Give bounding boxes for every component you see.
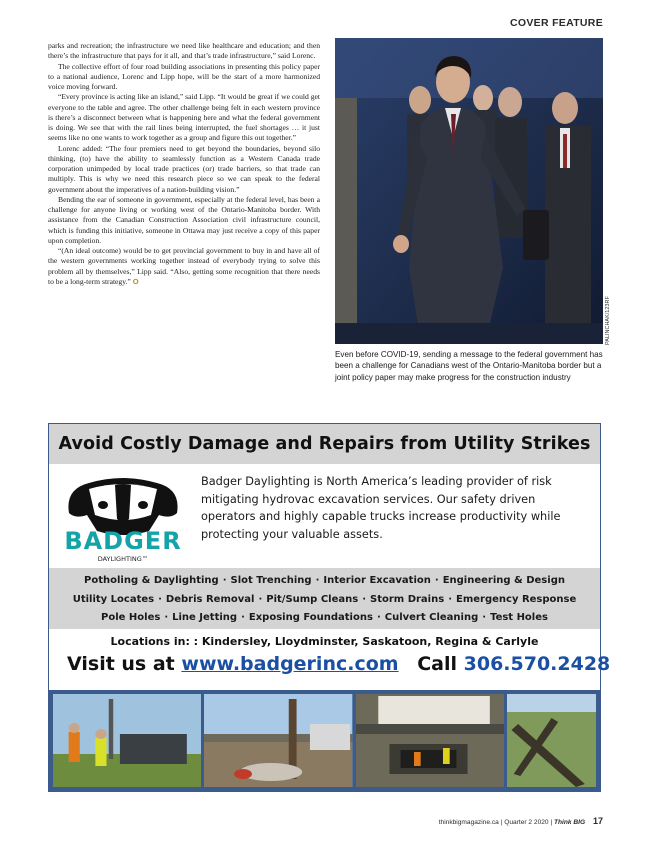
ad-headline: Avoid Costly Damage and Repairs from Utility Strikes: [49, 424, 600, 464]
footer-divider: |: [500, 819, 503, 826]
service-item: Slot Trenching: [230, 575, 312, 586]
service-separator: ·: [482, 612, 487, 623]
article-paragraph: Bending the ear of someone in government, especially at the federal level, has been a challenge for anyone living or working west of the Ontario-Manitoba border. With assistance from the Canadian Construction Association civil infrastructure council, which is funding this initiative, someone in Ottawa may just receive a copy of this paper upon completion.: [48, 194, 320, 245]
service-item: Pit/Sump Cleans: [266, 593, 359, 605]
badger-advertisement: [48, 423, 611, 792]
photo-credit: PALINCHAK/123RF: [605, 296, 611, 345]
call-prefix: Call: [417, 653, 457, 675]
ad-contact-line: [67, 653, 611, 675]
ad-locations: Locations in: : Kindersley, Lloydminster, Saskatoon, Regina & Carlyle: [110, 635, 539, 648]
service-separator: ·: [376, 612, 381, 623]
service-item: Utility Locates: [72, 593, 155, 605]
service-separator: ·: [258, 593, 263, 605]
service-item: Debris Removal: [165, 593, 255, 605]
website-link[interactable]: www.badgerinc.com: [181, 653, 399, 675]
ad-services-list: [49, 568, 600, 629]
ad-photo-excavation: [356, 694, 504, 787]
service-separator: ·: [222, 575, 227, 586]
service-item: Storm Drains: [370, 593, 445, 605]
services-line: [49, 609, 600, 628]
service-separator: ·: [315, 575, 320, 586]
pole-hole-photo: [204, 694, 352, 787]
cover-photo: [335, 38, 603, 344]
footer-issue: Quarter 2 2020: [504, 819, 549, 826]
ad-tagline: Badger Daylighting is North America’s leading provider of risk mitigating hydrovac excavation services. Our safety driven operators and highly capable trucks increase productivity while protecting your valuable assets.: [201, 475, 561, 541]
hydrovac-worker-photo: [53, 694, 201, 787]
badger-subtext: DAYLIGHTING™: [97, 555, 149, 563]
article-paragraph: Lorenc added: “The four premiers need to get beyond the boundaries, beyond silo thinking, (to) have the ability to seamlessly function as a Western Canada trade corporation unimpeded by local trade practices (or) trade barriers, so that trade can multiply. This is why we need this research piece so we can speak to the federal government about the imperatives of a nation-building vision.”: [48, 143, 320, 194]
footer-magazine: Think BIG: [554, 819, 586, 826]
excavation-site-photo: [356, 694, 504, 787]
article-paragraph: parks and recreation; the infrastructure we need like healthcare and education; and then there’s the infrastructure that pays for it all, and that’s trade infrastructure,” said Lorenc.: [48, 41, 320, 61]
service-separator: ·: [434, 575, 439, 586]
ad-photo-worker: [53, 694, 201, 787]
ad-photo-trench: [507, 694, 596, 787]
service-separator: ·: [448, 593, 452, 605]
services-line: [49, 572, 600, 591]
service-item: Test Holes: [490, 612, 548, 623]
end-mark-icon: O: [132, 276, 139, 286]
article-body: [48, 41, 320, 287]
footer-site: thinkbigmagazine.ca: [438, 819, 499, 826]
visit-prefix: Visit us at: [67, 653, 175, 675]
photo-caption: Even before COVID-19, sending a message to the federal government has been a challenge for Canadians west of the Ontario-Manitoba border but a joint policy paper may make progress for the construction industry: [335, 350, 603, 382]
service-item: Exposing Foundations: [248, 612, 373, 623]
page-footer: [439, 816, 603, 826]
politician-walking-photo: [335, 38, 603, 344]
badger-logo: [59, 475, 187, 565]
phone-number: 306.570.2428: [463, 653, 611, 675]
services-line: [49, 591, 600, 610]
service-item: Line Jetting: [172, 612, 238, 623]
ad-photo-strip: [49, 690, 600, 791]
badger-wordmark: BADGER: [64, 527, 182, 555]
article-paragraph: [48, 246, 320, 287]
section-label: COVER FEATURE: [510, 17, 603, 29]
article-paragraph: The collective effort of four road building associations in presenting this policy paper to a national audience, Lorenc and Lipp hope, will be the start of a more harmonized voice moving forward.: [48, 61, 320, 91]
footer-divider: |: [550, 819, 553, 826]
service-item: Culvert Cleaning: [384, 612, 479, 623]
service-separator: ·: [164, 612, 169, 623]
service-item: Interior Excavation: [323, 575, 431, 586]
ad-photo-pole-site: [204, 694, 352, 787]
slot-trench-photo: [507, 694, 596, 787]
article-paragraph: “Every province is acting like an island,” said Lipp. “It would be great if we could get everyone to the table and agree. The other challenge being felt in each western province is there’s a disconnect between what is happening here and what the federal government is doing. We see that with the rail lines being interrupted, the fuel shortages … it just seems like no one wants to work together as a group and figure this out together.”: [48, 92, 320, 143]
service-item: Engineering & Design: [442, 575, 565, 586]
service-item: Pole Holes: [101, 612, 161, 623]
service-separator: ·: [241, 612, 245, 623]
service-separator: ·: [158, 593, 162, 605]
article-paragraph-text: “(An ideal outcome) would be to get provincial government to buy in and have all of the western governments working together instead of everybody trying to solve this problem all by themselves,” Lipp said. “Also, getting some recognition that there needs to be a long-term strategy.”: [48, 246, 320, 286]
service-item: Potholing & Daylighting: [84, 575, 219, 586]
service-separator: ·: [362, 593, 367, 605]
service-item: Emergency Response: [456, 593, 577, 605]
page-number: 17: [592, 816, 603, 826]
